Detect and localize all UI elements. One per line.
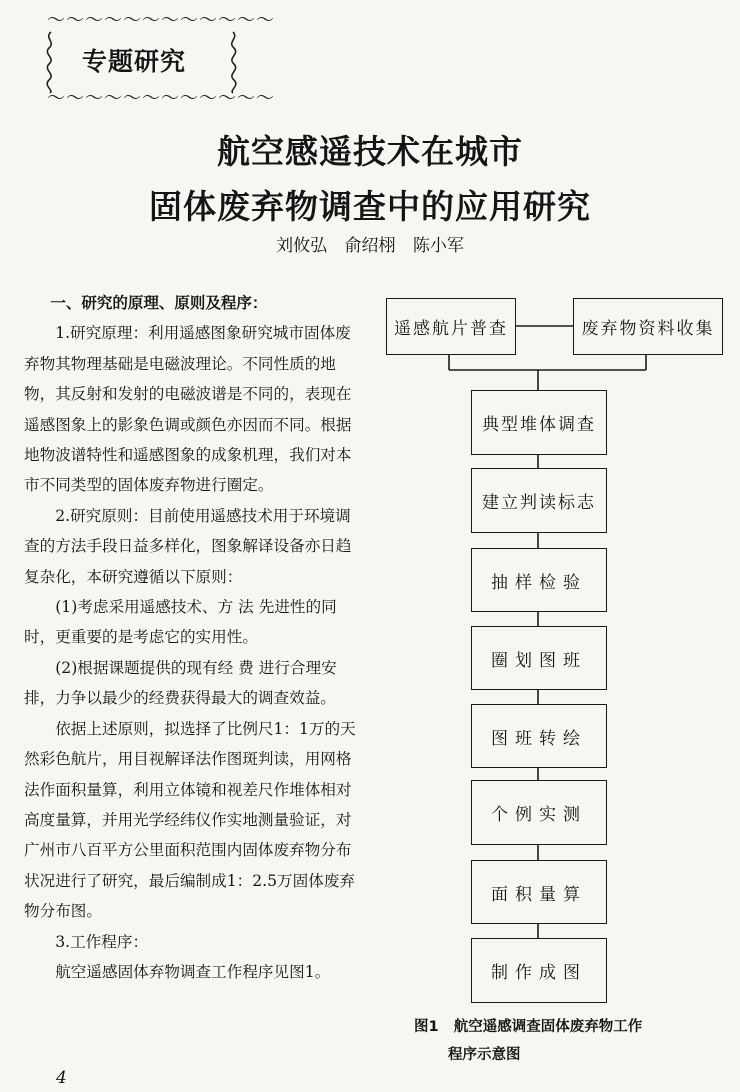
article-title-line2: 固体废弃物调查中的应用研究	[149, 187, 591, 226]
author-3: 陈小军	[412, 236, 464, 256]
flow-step-transfer-patches: 图班转绘	[471, 704, 607, 768]
flow-step-field-measurement: 个例实测	[471, 780, 607, 845]
page-number: 4	[56, 1068, 67, 1088]
flow-step-area-calculation: 面积量算	[471, 860, 607, 924]
flow-step-typical-pile-survey: 典型堆体调查	[471, 390, 607, 455]
column-tag: 专题研究	[82, 47, 187, 76]
flow-step-map-production: 制作成图	[471, 938, 607, 1003]
caption-line2: 程序示意图	[448, 1047, 521, 1063]
flow-box-data-collection: 废弃物资料收集	[573, 298, 723, 355]
paragraph-procedure: 航空遥感固体弃物调查工作程序见图1。	[55, 962, 331, 981]
decorative-wave-top: ～～～～～～～～～～～～	[47, 10, 275, 31]
decorative-wave-bottom: ～～～～～～～～～～～～	[47, 88, 275, 109]
flow-step-delineate-patches: 圈划图班	[471, 626, 607, 690]
figure-caption	[414, 1013, 734, 1069]
flow-step-sample-inspection: 抽样检验	[471, 548, 607, 612]
flow-box-aerial-survey: 遥感航片普查	[386, 298, 516, 355]
author-2: 俞绍栩	[344, 236, 396, 256]
paragraph-principle: 1.研究原理：利用遥感图象研究城市固体废弃物其物理基础是电磁波理论。不同性质的地物，其反射和发射的电磁波谱是不同的，表现在遥感图象上的影象色调或颜色亦因而不同。根据地物波谱特性和遥感图象的成象机理，我们对本市不同类型的固体废弃物进行圈定。	[24, 324, 352, 495]
paragraph-method: 依据上述原则，拟选择了比例尺1：1万的天然彩色航片，用目视解译法作图斑判读，用网格法作面积量算，利用立体镜和视差尺作堆体相对高度量算，并用光学经纬仪作实地测量验证，对广州市八百平方公里面积范围内固体废弃物分布状况进行了研究，最后编制成1：2.5万固体废弃物分布图。	[24, 719, 356, 921]
section-heading: 一、研究的原理、原则及程序：	[50, 294, 268, 312]
caption-line1: 航空遥感调查固体废弃物工作	[453, 1019, 643, 1035]
figure-label: 图1	[414, 1019, 439, 1035]
rule-item-1: (1)考虑采用遥感技术、方 法 先进性的同时，更重要的是考虑它的实用性。	[24, 598, 337, 647]
flow-step-interpretation-keys: 建立判读标志	[471, 468, 607, 533]
author-1: 刘攸弘	[276, 236, 328, 256]
procedure-heading: 3.工作程序：	[55, 932, 149, 951]
article-title-line1: 航空感遥技术在城市	[217, 132, 523, 171]
paragraph-rules: 2.研究原则：目前使用遥感技术用于环境调查的方法手段日益多样化，图象解译设备亦日趋复杂化，本研究遵循以下原则：	[24, 506, 352, 586]
rule-item-2: (2)根据课题提供的现有经 费 进行合理安排，力争以最少的经费获得最大的调查效益。	[24, 658, 337, 708]
